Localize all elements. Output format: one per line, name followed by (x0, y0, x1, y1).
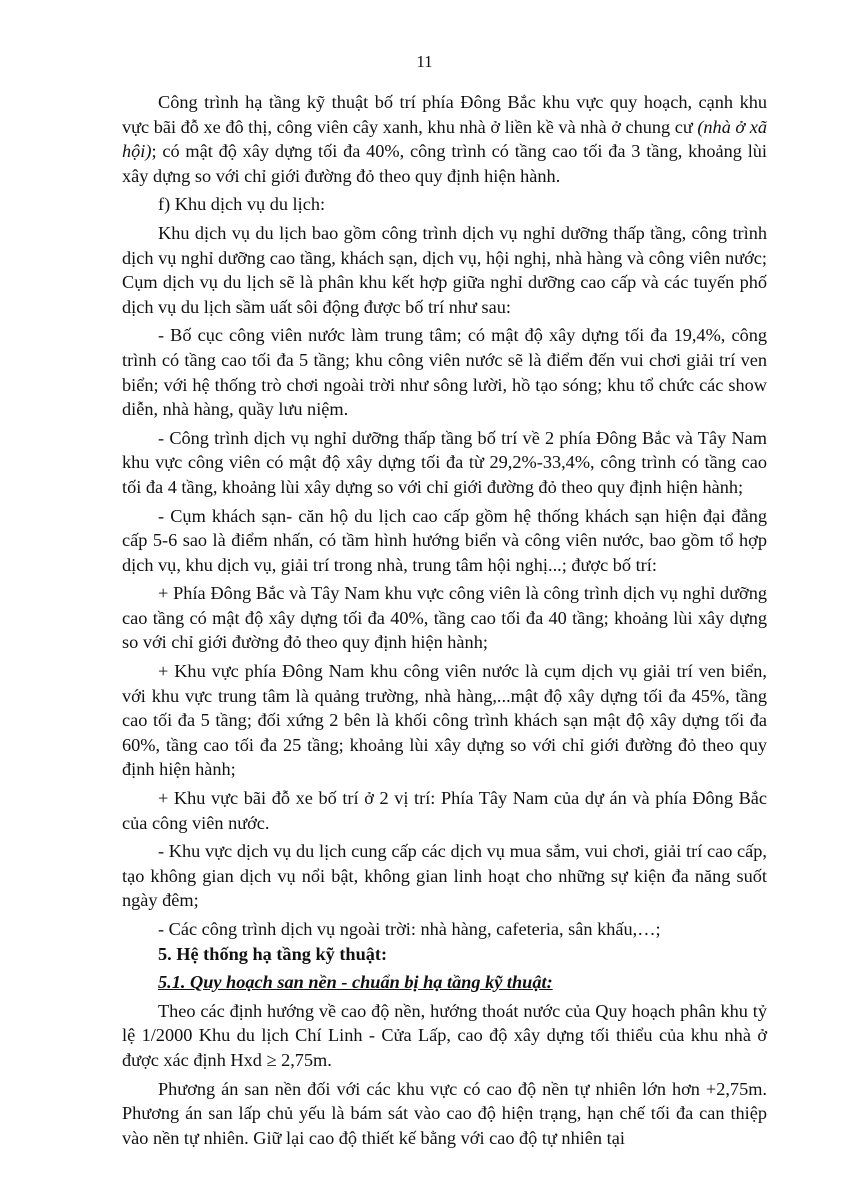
paragraph-8: + Khu vực phía Đông Nam khu công viên nước là cụm dịch vụ giải trí ven biển, với khu vực trung tâm là quảng trường, nhà hàng,...mật độ xây dựng tối đa 45%, tầng cao tối đa 5 tầng; đối xứng 2 bên là khối công trình khách sạn mật độ xây dựng tối đa 60%, tầng cao tối đa 25 tầng; khoảng lùi xây dựng so với chỉ giới đường đỏ theo quy định hiện hành; (122, 661, 767, 780)
paragraph-15: Phương án san nền đối với các khu vực có cao độ nền tự nhiên lớn hơn +2,75m. Phương án san lấp chủ yếu là bám sát vào cao độ hiện trạng, hạn chế tối đa can thiệp vào nền tự nhiên. Giữ lại cao độ thiết kế bằng với cao độ tự nhiên tại (122, 1078, 767, 1148)
document-body (122, 90, 767, 1154)
paragraph-5: - Công trình dịch vụ nghỉ dưỡng thấp tầng bố trí về 2 phía Đông Bắc và Tây Nam khu vực công viên có mật độ xây dựng tối đa từ 29,2%-33,4%, công trình có tầng cao tối đa 4 tầng, khoảng lùi xây dựng so với chỉ giới đường đỏ theo quy định hiện hành; (122, 427, 767, 497)
paragraph-11: - Các công trình dịch vụ ngoài trời: nhà hàng, cafeteria, sân khấu,…; (158, 919, 661, 939)
page-number: 11 (416, 52, 433, 71)
paragraph-6: - Cụm khách sạn- căn hộ du lịch cao cấp gồm hệ thống khách sạn hiện đại đẳng cấp 5-6 sao là điểm nhấn, có tầm hình hướng biển và công viên nước, bao gồm tổ hợp dịch vụ, khu dịch vụ, giải trí trong nhà, trung tâm hội nghị...; được bố trí: (122, 505, 767, 575)
paragraph-9: + Khu vực bãi đỗ xe bố trí ở 2 vị trí: Phía Tây Nam của dự án và phía Đông Bắc của công viên nước. (122, 788, 767, 833)
section-heading: 5. Hệ thống hạ tầng kỹ thuật: (158, 943, 388, 964)
paragraph-1 (122, 90, 767, 188)
paragraph-1-text: Công trình hạ tầng kỹ thuật bố trí phía Đông Bắc khu vực quy hoạch, cạnh khu vực bãi đỗ xe đô thị, công viên cây xanh, khu nhà ở liền kề và nhà ở chung cư (122, 92, 767, 137)
paragraph-4: - Bố cục công viên nước làm trung tâm; có mật độ xây dựng tối đa 19,4%, công trình có tầng cao tối đa 5 tầng; khu công viên nước sẽ là điểm đến vui chơi giải trí ven biển; với hệ thống trò chơi ngoài trời như sông lười, hồ tạo sóng; khu tổ chức các show diễn, nhà hàng, quầy lưu niệm. (122, 325, 767, 420)
paragraph-14: Theo các định hướng về cao độ nền, hướng thoát nước của Quy hoạch phân khu tỷ lệ 1/2000 Khu du lịch Chí Linh - Cửa Lấp, cao độ xây dựng tối thiểu của khu nhà ở được xác định Hxd ≥ 2,75m. (122, 1000, 767, 1070)
paragraph-1-text-end: ; có mật độ xây dựng tối đa 40%, công trình có tầng cao tối đa 3 tầng, khoảng lùi xây dựng so với chỉ giới đường đỏ theo quy định hiện hành. (122, 141, 767, 186)
paragraph-10: - Khu vực dịch vụ du lịch cung cấp các dịch vụ mua sắm, vui chơi, giải trí cao cấp, tạo không gian dịch vụ nổi bật, không gian linh hoạt cho những sự kiện đa năng suốt ngày đêm; (122, 841, 767, 911)
subsection-heading: 5.1. Quy hoạch san nền - chuẩn bị hạ tầng kỹ thuật: (158, 972, 553, 993)
paragraph-1-italic: (nhà ở xã hội) (122, 116, 767, 162)
paragraph-3: Khu dịch vụ du lịch bao gồm công trình dịch vụ nghỉ dưỡng thấp tầng, công trình dịch vụ nghỉ dưỡng cao tầng, khách sạn, dịch vụ, hội nghị, nhà hàng và công viên nước; Cụm dịch vụ du lịch sẽ là phân khu kết hợp giữa nghỉ dưỡng cao cấp và các tuyến phố dịch vụ du lịch sầm uất sôi động được bố trí như sau: (122, 222, 767, 317)
paragraph-7: + Phía Đông Bắc và Tây Nam khu vực công viên là công trình dịch vụ nghỉ dưỡng cao tầng có mật độ xây dựng tối đa 40%, tầng cao tối đa 40 tầng; khoảng lùi xây dựng so với chỉ giới đường đỏ theo quy định hiện hành; (122, 583, 767, 653)
paragraph-2: f) Khu dịch vụ du lịch: (158, 194, 326, 215)
